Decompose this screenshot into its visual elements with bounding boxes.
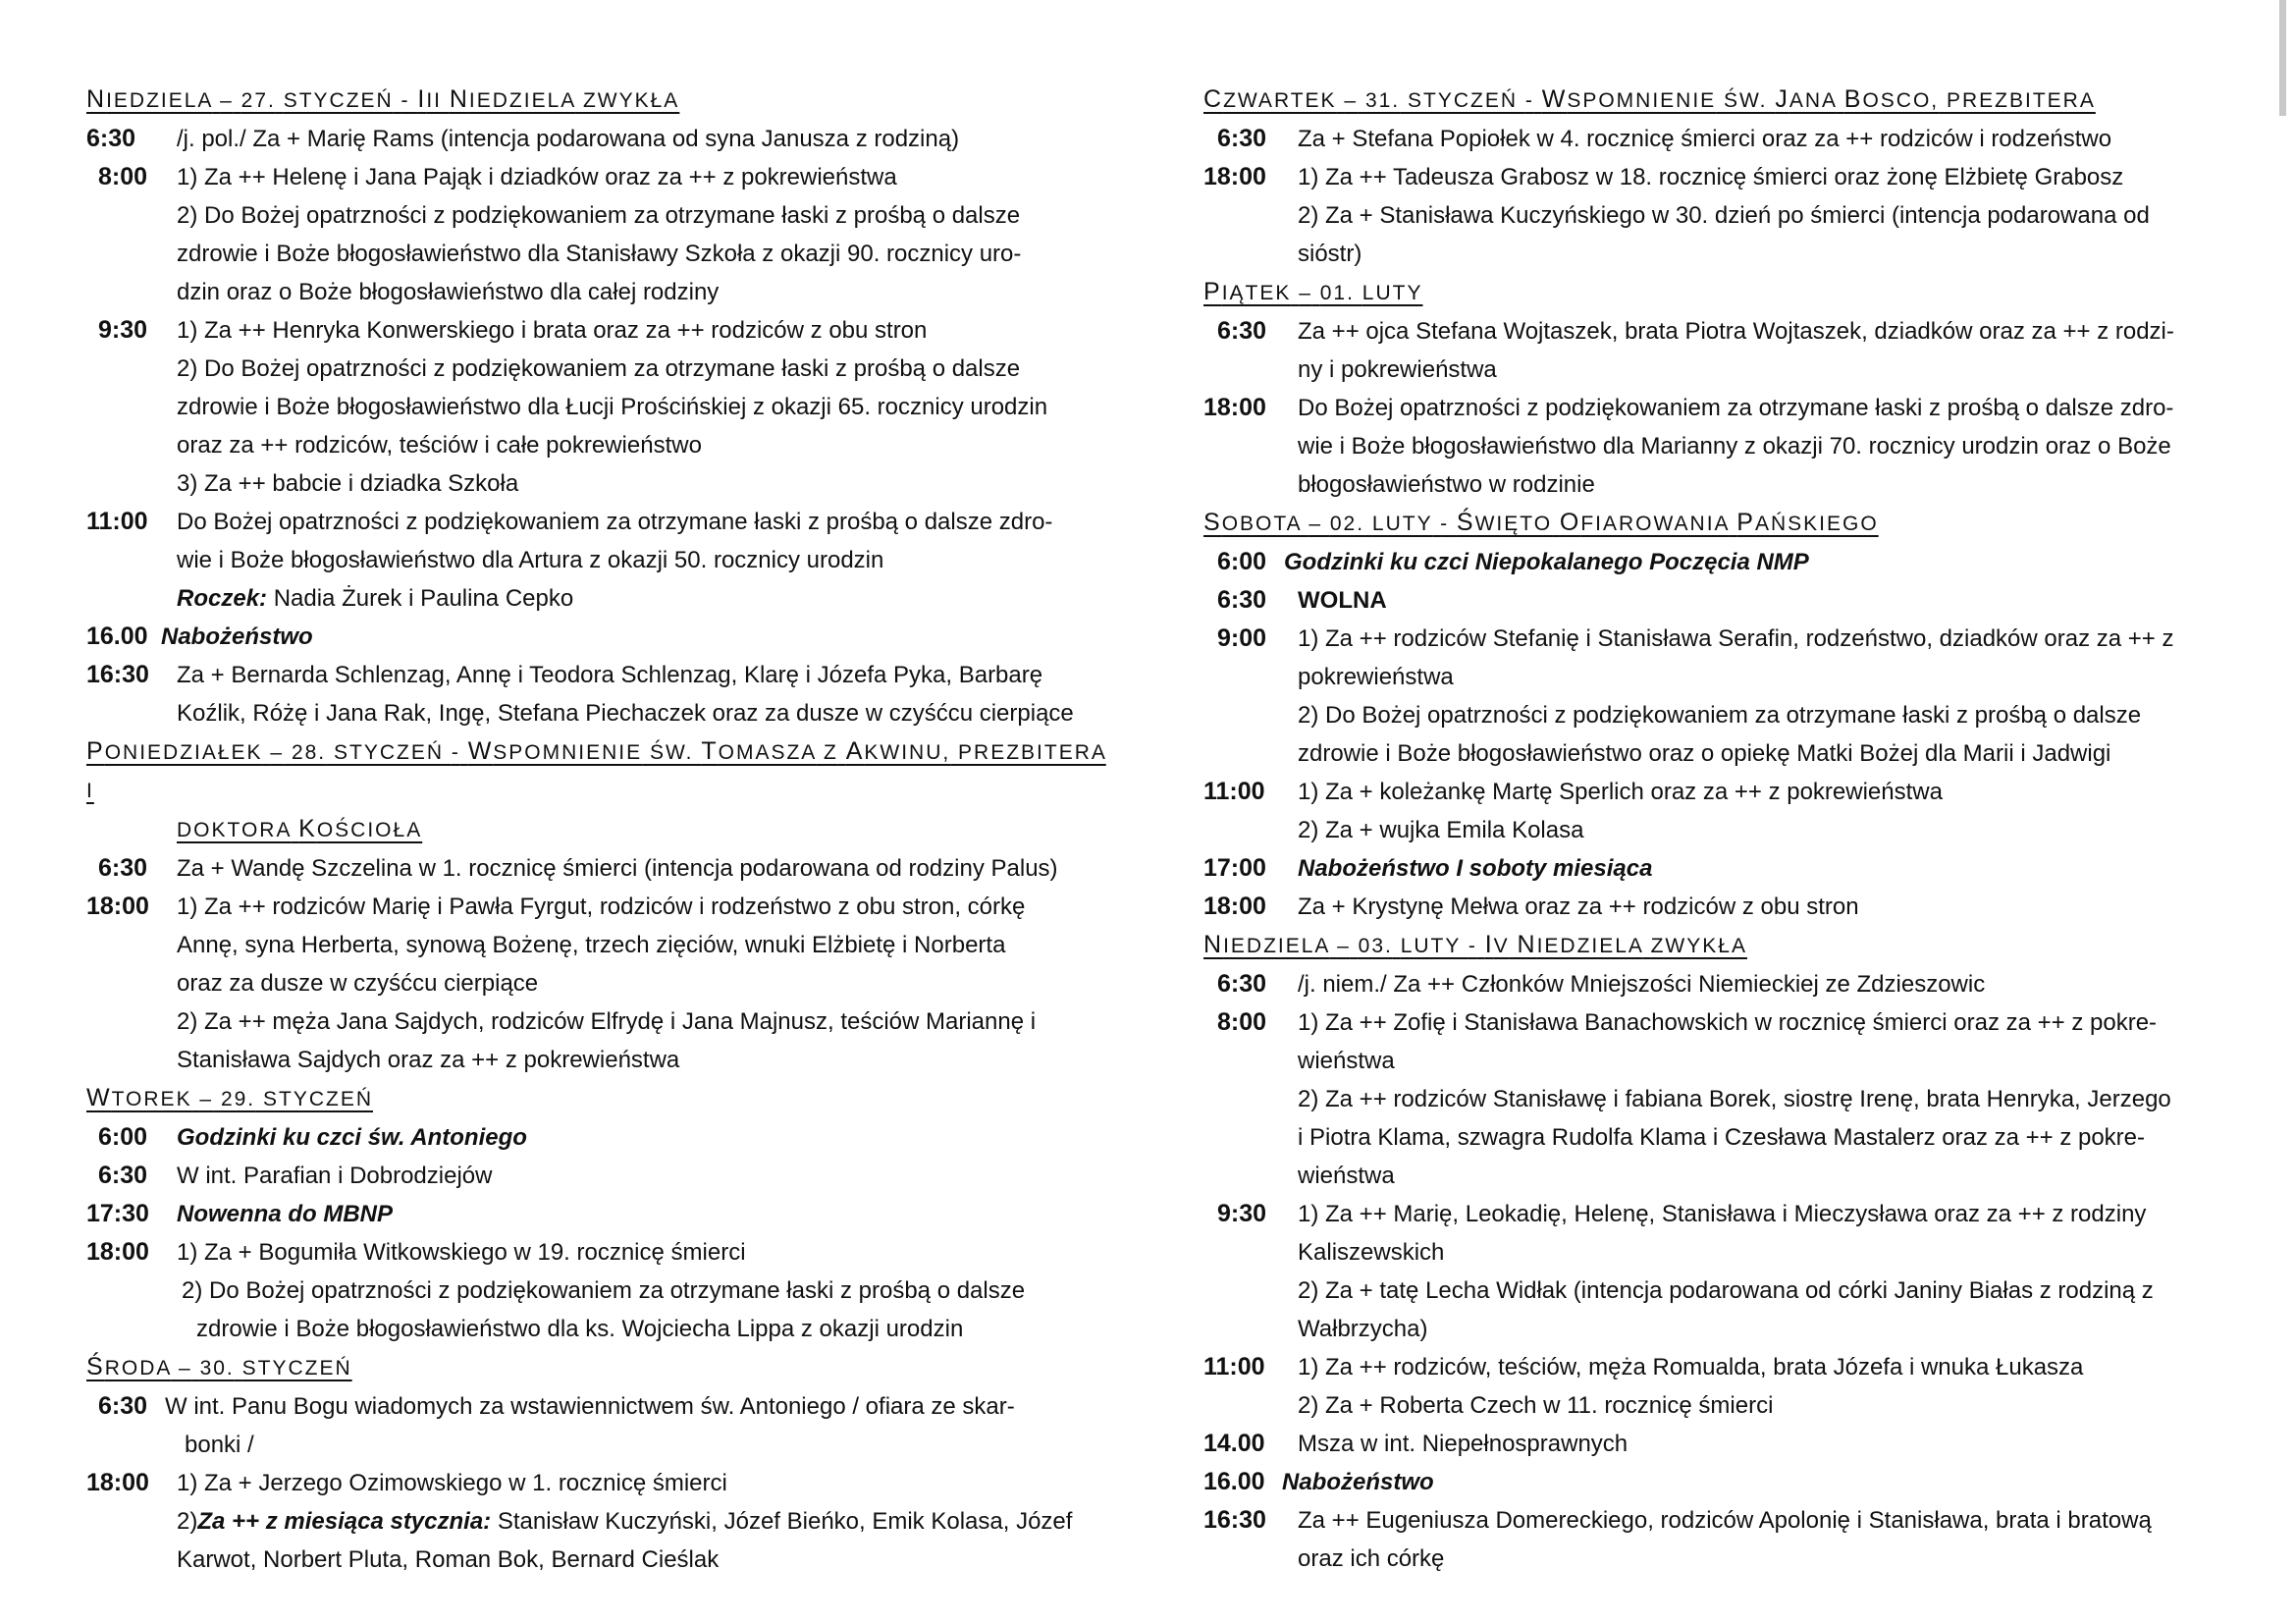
intention-text: zdrowie i Boże błogosławieństwo dla Łucji Prościńskiej z okazji 65. rocznicy urodzin xyxy=(177,394,1048,420)
mass-time: 18:00 xyxy=(1203,893,1266,920)
mass-entry xyxy=(86,849,1109,888)
intention-text: Do Bożej opatrzności z podziękowaniem za otrzymane łaski z prośbą o dalsze zdro- xyxy=(177,509,1053,535)
intention-line xyxy=(1298,849,2227,888)
mass-entry xyxy=(1203,312,2227,389)
mass-time: 6:30 xyxy=(98,854,148,882)
mass-entry xyxy=(1203,389,2227,504)
mass-intention xyxy=(1298,158,2227,273)
mass-intention xyxy=(161,618,1109,656)
intention-text: Za + Bernarda Schlenzag, Annę i Teodora Schlenzag, Klarę i Józefa Pyka, Barbarę xyxy=(177,662,1043,688)
intention-text: Za + Krystynę Mełwa oraz za ++ rodziców z obu stron xyxy=(1298,893,1859,920)
intention-text: Za + Stefana Popiołek w 4. rocznicę śmierci oraz za ++ rodziców i rodzeństwo xyxy=(1298,126,2112,152)
intention-line xyxy=(1298,965,2227,1003)
mass-intention xyxy=(177,849,1109,888)
intention-text: zdrowie i Boże błogosławieństwo oraz o opiekę Matki Bożej dla Marii i Jadwigi xyxy=(1298,740,2111,767)
intention-text: Nadia Żurek i Paulina Cepko xyxy=(267,585,574,612)
intention-line xyxy=(165,1387,1109,1426)
intention-line xyxy=(177,926,1109,964)
intention-line xyxy=(177,120,1109,158)
intention-text: 3) Za ++ babcie i dziadka Szkoła xyxy=(177,470,519,497)
mass-intention xyxy=(1298,1003,2227,1195)
intention-text: 1) Za + Jerzego Ozimowskiego w 1. rocznicę śmierci xyxy=(177,1470,727,1496)
emphasized-text: Roczek: xyxy=(177,585,268,612)
intention-text: dzin oraz o Boże błogosławieństwo dla całej rodziny xyxy=(177,279,720,305)
intention-text: 1) Za + Bogumiła Witkowskiego w 19. rocznicę śmierci xyxy=(177,1239,746,1266)
intention-line xyxy=(177,964,1109,1002)
intention-text: bonki / xyxy=(185,1432,254,1458)
intention-line xyxy=(177,1272,1109,1310)
day-heading: NIEDZIELA – 27. STYCZEŃ - III NIEDZIELA ZWYKŁA xyxy=(86,85,680,113)
intention-text: 2) Do Bożej opatrzności z podziękowaniem za otrzymane łaski z prośbą o dalsze xyxy=(182,1277,1026,1304)
intention-text: Kaliszewskich xyxy=(1298,1239,1445,1266)
intention-line xyxy=(1298,1233,2227,1272)
intention-line xyxy=(1298,196,2227,235)
intention-text: 2) Do Bożej opatrzności z podziękowaniem za otrzymane łaski z prośbą o dalsze xyxy=(177,202,1021,229)
intention-line xyxy=(177,503,1109,541)
mass-time: 18:00 xyxy=(86,893,149,920)
intention-line xyxy=(1298,120,2227,158)
mass-entry xyxy=(1203,1195,2227,1348)
emphasized-text: Nabożeństwo xyxy=(1282,1469,1434,1495)
mass-time: 11:00 xyxy=(86,508,148,535)
mass-intention xyxy=(1298,120,2227,158)
intention-text: 1) Za ++ Marię, Leokadię, Helenę, Stanisława i Mieczysława oraz za ++ z rodziny xyxy=(1298,1201,2147,1227)
intention-line xyxy=(177,1195,1109,1233)
mass-entry xyxy=(86,158,1109,311)
mass-entry xyxy=(1203,965,2227,1003)
day-heading: SOBOTA – 02. LUTY - ŚWIĘTO OFIAROWANIA PAŃSKIEGO xyxy=(1203,509,1879,536)
intention-text: Karwot, Norbert Pluta, Roman Bok, Bernard Cieślak xyxy=(177,1546,720,1573)
intention-line xyxy=(1298,620,2227,658)
intention-text: /j. niem./ Za ++ Członków Mniejszości Niemieckiej ze Zdzieszowic xyxy=(1298,971,1986,998)
intention-text: Stanisław Kuczyński, Józef Bieńko, Emik Kolasa, Józef xyxy=(491,1508,1073,1535)
mass-entry xyxy=(86,311,1109,503)
mass-intention xyxy=(1298,849,2227,888)
mass-time: 6:30 xyxy=(1217,970,1267,998)
mass-intention xyxy=(177,158,1109,311)
mass-intention xyxy=(177,1118,1109,1157)
intention-text: Annę, syna Herberta, synową Bożenę, trzech zięciów, wnuki Elżbietę i Norberta xyxy=(177,932,1006,958)
intention-text: pokrewieństwa xyxy=(1298,664,1454,690)
intention-text: 2) Do Bożej opatrzności z podziękowaniem za otrzymane łaski z prośbą o dalsze xyxy=(177,355,1021,382)
mass-time: 18:00 xyxy=(86,1238,149,1266)
mass-time: 18:00 xyxy=(86,1469,149,1496)
mass-time: 6:30 xyxy=(1217,586,1267,614)
left-column xyxy=(86,81,1109,1579)
intention-text: 1) Za ++ Henryka Konwerskiego i brata oraz za ++ rodziców z obu stron xyxy=(177,317,928,344)
intention-line xyxy=(1298,351,2227,389)
day-heading: PIĄTEK – 01. LUTY xyxy=(1203,278,1423,305)
mass-time: 6:30 xyxy=(98,1162,148,1189)
mass-intention xyxy=(177,656,1109,732)
intention-text: 1) Za + koleżankę Martę Sperlich oraz za ++ z pokrewieństwa xyxy=(1298,779,1943,805)
mass-intention xyxy=(1298,1195,2227,1348)
intention-text: WOLNA xyxy=(1298,587,1387,614)
intention-line xyxy=(177,1541,1109,1579)
mass-intention xyxy=(177,503,1109,618)
intention-line xyxy=(177,1310,1109,1348)
intention-line xyxy=(1298,1272,2227,1310)
day-heading: WTOREK – 29. STYCZEŃ xyxy=(86,1084,374,1111)
mass-entry xyxy=(1203,888,2227,926)
emphasized-text: Nabożeństwo I soboty miesiąca xyxy=(1298,855,1653,882)
intention-text: błogosławieństwo w rodzinie xyxy=(1298,471,1595,498)
intention-line xyxy=(177,579,1109,618)
mass-intention xyxy=(1298,888,2227,926)
mass-intention xyxy=(1282,1463,2227,1501)
mass-time: 9:30 xyxy=(98,316,148,344)
intention-line xyxy=(1298,1157,2227,1195)
intention-text: oraz za ++ rodziców, teściów i całe pokrewieństwo xyxy=(177,432,702,459)
day-heading: NIEDZIELA – 03. LUTY - IV NIEDZIELA ZWYKŁA xyxy=(1203,931,1747,958)
intention-text: Stanisława Sajdych oraz za ++ z pokrewieństwa xyxy=(177,1047,680,1073)
mass-intention xyxy=(1298,581,2227,620)
intention-line xyxy=(177,849,1109,888)
mass-entry xyxy=(86,120,1109,158)
day-heading: CZWARTEK – 31. STYCZEŃ - WSPOMNIENIE ŚW. JANA BOSCO, PREZBITERA xyxy=(1203,85,2096,113)
intention-text: 1) Za ++ Helenę i Jana Pająk i dziadków oraz za ++ z pokrewieństwa xyxy=(177,164,897,190)
mass-entry xyxy=(86,1233,1109,1348)
intention-line xyxy=(1298,1195,2227,1233)
mass-entry xyxy=(1203,158,2227,273)
emphasized-text: Godzinki ku czci Niepokalanego Poczęcia NMP xyxy=(1284,549,1809,575)
intention-text: /j. pol./ Za + Marię Rams (intencja podarowana od syna Janusza z rodziną) xyxy=(177,126,960,152)
emphasized-text: Godzinki ku czci św. Antoniego xyxy=(177,1124,527,1151)
mass-entry xyxy=(86,618,1109,656)
intention-text: oraz za dusze w czyśćcu cierpiące xyxy=(177,970,539,997)
mass-time: 6:00 xyxy=(1217,548,1267,575)
mass-time: 16.00 xyxy=(1203,1468,1265,1495)
mass-intention xyxy=(177,888,1109,1079)
mass-intention xyxy=(1298,1501,2227,1578)
intention-line xyxy=(165,1426,1109,1464)
mass-entry xyxy=(86,1157,1109,1195)
mass-time: 17:00 xyxy=(1203,854,1266,882)
mass-entry xyxy=(86,1464,1109,1579)
intention-line xyxy=(1298,734,2227,773)
mass-time: 6:00 xyxy=(98,1123,148,1151)
intention-text: Koźlik, Różę i Jana Rak, Ingę, Stefana Piechaczek oraz za dusze w czyśćcu cierpiące xyxy=(177,700,1074,727)
intention-text: Za ++ Eugeniusza Domereckiego, rodziców Apolonię i Stanisława, brata i bratową xyxy=(1298,1507,2152,1534)
right-column xyxy=(1203,81,2227,1578)
intention-line xyxy=(161,618,1109,656)
intention-text: ny i pokrewieństwa xyxy=(1298,356,1497,383)
mass-time: 6:30 xyxy=(86,125,136,152)
scrollbar[interactable] xyxy=(2279,0,2286,116)
intention-line xyxy=(177,388,1109,426)
intention-text: wie i Boże błogosławieństwo dla Artura z okazji 50. rocznicy urodzin xyxy=(177,547,884,573)
intention-line xyxy=(177,1118,1109,1157)
mass-entry xyxy=(86,1118,1109,1157)
mass-intention xyxy=(177,311,1109,503)
intention-line xyxy=(177,694,1109,732)
intention-line xyxy=(1282,1463,2227,1501)
mass-intention xyxy=(177,1464,1109,1579)
day-heading-line: PONIEDZIAŁEK – 28. STYCZEŃ - WSPOMNIENIE ŚW. TOMASZA Z AKWINU, PREZBITERA I xyxy=(86,737,1106,802)
intention-text: wieństwa xyxy=(1298,1163,1395,1189)
mass-time: 8:00 xyxy=(98,163,148,190)
mass-intention xyxy=(1298,389,2227,504)
intention-text: 2) Za ++ rodziców Stanisławę i fabiana Borek, siostrę Irenę, brata Henryka, Jerzego xyxy=(1298,1086,2171,1112)
intention-line xyxy=(1298,158,2227,196)
intention-line xyxy=(1298,235,2227,273)
mass-time: 17:30 xyxy=(86,1200,149,1227)
mass-entry xyxy=(86,888,1109,1079)
intention-line xyxy=(177,426,1109,464)
mass-intention xyxy=(177,1157,1109,1195)
intention-line xyxy=(1298,1042,2227,1080)
mass-entry xyxy=(1203,1425,2227,1463)
intention-line xyxy=(177,158,1109,196)
mass-time: 11:00 xyxy=(1203,1353,1265,1380)
intention-text: W int. Panu Bogu wiadomych za wstawiennictwem św. Antoniego / ofiara ze skar- xyxy=(165,1393,1015,1420)
intention-line xyxy=(177,1464,1109,1502)
mass-entry xyxy=(1203,1501,2227,1578)
mass-intention xyxy=(1298,965,2227,1003)
intention-text: oraz ich córkę xyxy=(1298,1545,1445,1572)
mass-time: 11:00 xyxy=(1203,778,1265,805)
intention-line xyxy=(1298,811,2227,849)
intention-text: W int. Parafian i Dobrodziejów xyxy=(177,1163,493,1189)
intention-line xyxy=(177,888,1109,926)
intention-line xyxy=(177,273,1109,311)
intention-line xyxy=(177,311,1109,350)
intention-text: 2) Za + tatę Lecha Widłak (intencja podarowana od córki Janiny Białas z rodziną z xyxy=(1298,1277,2154,1304)
intention-text: 1) Za ++ rodziców Stefanię i Stanisława Serafin, rodzeństwo, dziadków oraz za ++ z xyxy=(1298,625,2174,652)
intention-line xyxy=(1284,543,2227,581)
mass-time: 6:30 xyxy=(98,1392,148,1420)
intention-line xyxy=(177,541,1109,579)
intention-line xyxy=(1298,1540,2227,1578)
mass-entry xyxy=(86,656,1109,732)
intention-line xyxy=(177,1002,1109,1041)
mass-entry xyxy=(1203,773,2227,849)
mass-time: 16:30 xyxy=(1203,1506,1266,1534)
mass-time: 9:30 xyxy=(1217,1200,1267,1227)
intention-text: 2) Do Bożej opatrzności z podziękowaniem za otrzymane łaski z prośbą o dalsze xyxy=(1298,702,2142,729)
mass-entry xyxy=(86,1387,1109,1464)
intention-text: 2) Za ++ męża Jana Sajdych, rodziców Elfrydę i Jana Majnusz, teściów Mariannę i xyxy=(177,1008,1037,1035)
day-heading xyxy=(86,732,1109,849)
mass-entry xyxy=(1203,543,2227,581)
intention-line xyxy=(1298,1310,2227,1348)
intention-text: i Piotra Klama, szwagra Rudolfa Klama i Czesława Mastalerz oraz za ++ z pokre- xyxy=(1298,1124,2146,1151)
mass-entry xyxy=(86,1195,1109,1233)
intention-text: Za + Wandę Szczelina w 1. rocznicę śmierci (intencja podarowana od rodziny Palus) xyxy=(177,855,1058,882)
intention-text: Msza w int. Niepełnosprawnych xyxy=(1298,1431,1629,1457)
emphasized-text: Za ++ z miesiąca stycznia: xyxy=(197,1508,492,1535)
mass-time: 18:00 xyxy=(1203,163,1266,190)
mass-intention xyxy=(177,1233,1109,1348)
intention-text: 1) Za ++ Tadeusza Grabosz w 18. rocznicę śmierci oraz żonę Elżbietę Grabosz xyxy=(1298,164,2124,190)
intention-text: 1) Za ++ rodziców, teściów, męża Romualda, brata Józefa i wnuka Łukasza xyxy=(1298,1354,2084,1380)
mass-time: 6:30 xyxy=(1217,125,1267,152)
intention-text: wieństwa xyxy=(1298,1048,1395,1074)
intention-line xyxy=(177,1233,1109,1272)
mass-intention xyxy=(165,1387,1109,1464)
mass-intention xyxy=(1298,312,2227,389)
intention-text: 2) Za + wujka Emila Kolasa xyxy=(1298,817,1584,843)
intention-line xyxy=(1298,1348,2227,1386)
intention-text: 1) Za ++ rodziców Marię i Pawła Fyrgut, rodziców i rodzeństwo z obu stron, córkę xyxy=(177,893,1026,920)
mass-entry xyxy=(1203,1003,2227,1195)
mass-entry xyxy=(86,503,1109,618)
emphasized-text: Nowenna do MBNP xyxy=(177,1201,393,1227)
intention-line xyxy=(1298,696,2227,734)
intention-text: zdrowie i Boże błogosławieństwo dla ks. Wojciecha Lippa z okazji urodzin xyxy=(196,1316,964,1342)
intention-text: sióstr) xyxy=(1298,241,1362,267)
intention-line xyxy=(177,1157,1109,1195)
intention-line xyxy=(1298,581,2227,620)
mass-intention xyxy=(1298,1425,2227,1463)
intention-line xyxy=(1298,1425,2227,1463)
mass-entry xyxy=(1203,581,2227,620)
mass-entry xyxy=(1203,849,2227,888)
mass-time: 16:30 xyxy=(86,661,149,688)
intention-line xyxy=(177,196,1109,235)
mass-entry xyxy=(1203,1463,2227,1501)
intention-line xyxy=(1298,312,2227,351)
intention-text: Za ++ ojca Stefana Wojtaszek, brata Piotra Wojtaszek, dziadków oraz za ++ z rodzi- xyxy=(1298,318,2174,345)
intention-line xyxy=(177,464,1109,503)
mass-entry xyxy=(1203,620,2227,773)
mass-entry xyxy=(1203,1348,2227,1425)
intention-line xyxy=(1298,1080,2227,1118)
mass-intention xyxy=(177,1195,1109,1233)
mass-time: 18:00 xyxy=(1203,394,1266,421)
mass-time: 9:00 xyxy=(1217,624,1267,652)
intention-text: 2) xyxy=(177,1508,198,1535)
mass-time: 6:30 xyxy=(1217,317,1267,345)
mass-intention xyxy=(1298,1348,2227,1425)
intention-line xyxy=(177,656,1109,694)
intention-line xyxy=(177,1041,1109,1079)
intention-text: 1) Za ++ Zofię i Stanisława Banachowskich w rocznicę śmierci oraz za ++ z pokre- xyxy=(1298,1009,2158,1036)
intention-text: zdrowie i Boże błogosławieństwo dla Stanisławy Szkoła z okazji 90. rocznicy uro- xyxy=(177,241,1022,267)
mass-intention xyxy=(1298,773,2227,849)
intention-line xyxy=(1298,1386,2227,1425)
mass-intention xyxy=(1284,543,2227,581)
intention-line xyxy=(1298,773,2227,811)
mass-time: 8:00 xyxy=(1217,1008,1267,1036)
intention-line xyxy=(1298,465,2227,504)
intention-line xyxy=(177,350,1109,388)
intention-line xyxy=(1298,1003,2227,1042)
intention-line xyxy=(1298,389,2227,427)
intention-line xyxy=(177,1502,1109,1541)
intention-text: 2) Za + Roberta Czech w 11. rocznicę śmierci xyxy=(1298,1392,1774,1419)
mass-time: 14.00 xyxy=(1203,1430,1265,1457)
day-heading-line: DOKTORA KOŚCIOŁA xyxy=(177,815,423,842)
day-heading: ŚRODA – 30. STYCZEŃ xyxy=(86,1353,352,1380)
intention-line xyxy=(1298,427,2227,465)
intention-line xyxy=(1298,1501,2227,1540)
intention-line xyxy=(1298,888,2227,926)
intention-line xyxy=(1298,1118,2227,1157)
mass-entry xyxy=(1203,120,2227,158)
mass-intention xyxy=(1298,620,2227,773)
intention-text: Wałbrzycha) xyxy=(1298,1316,1428,1342)
intention-text: Do Bożej opatrzności z podziękowaniem za otrzymane łaski z prośbą o dalsze zdro- xyxy=(1298,395,2174,421)
emphasized-text: Nabożeństwo xyxy=(161,623,313,650)
intention-text: wie i Boże błogosławieństwo dla Marianny z okazji 70. rocznicy urodzin oraz o Boże xyxy=(1298,433,2171,460)
mass-intention xyxy=(177,120,1109,158)
mass-time: 16.00 xyxy=(86,623,148,650)
intention-line xyxy=(177,235,1109,273)
intention-text: 2) Za + Stanisława Kuczyńskiego w 30. dzień po śmierci (intencja podarowana od xyxy=(1298,202,2150,229)
intention-line xyxy=(1298,658,2227,696)
